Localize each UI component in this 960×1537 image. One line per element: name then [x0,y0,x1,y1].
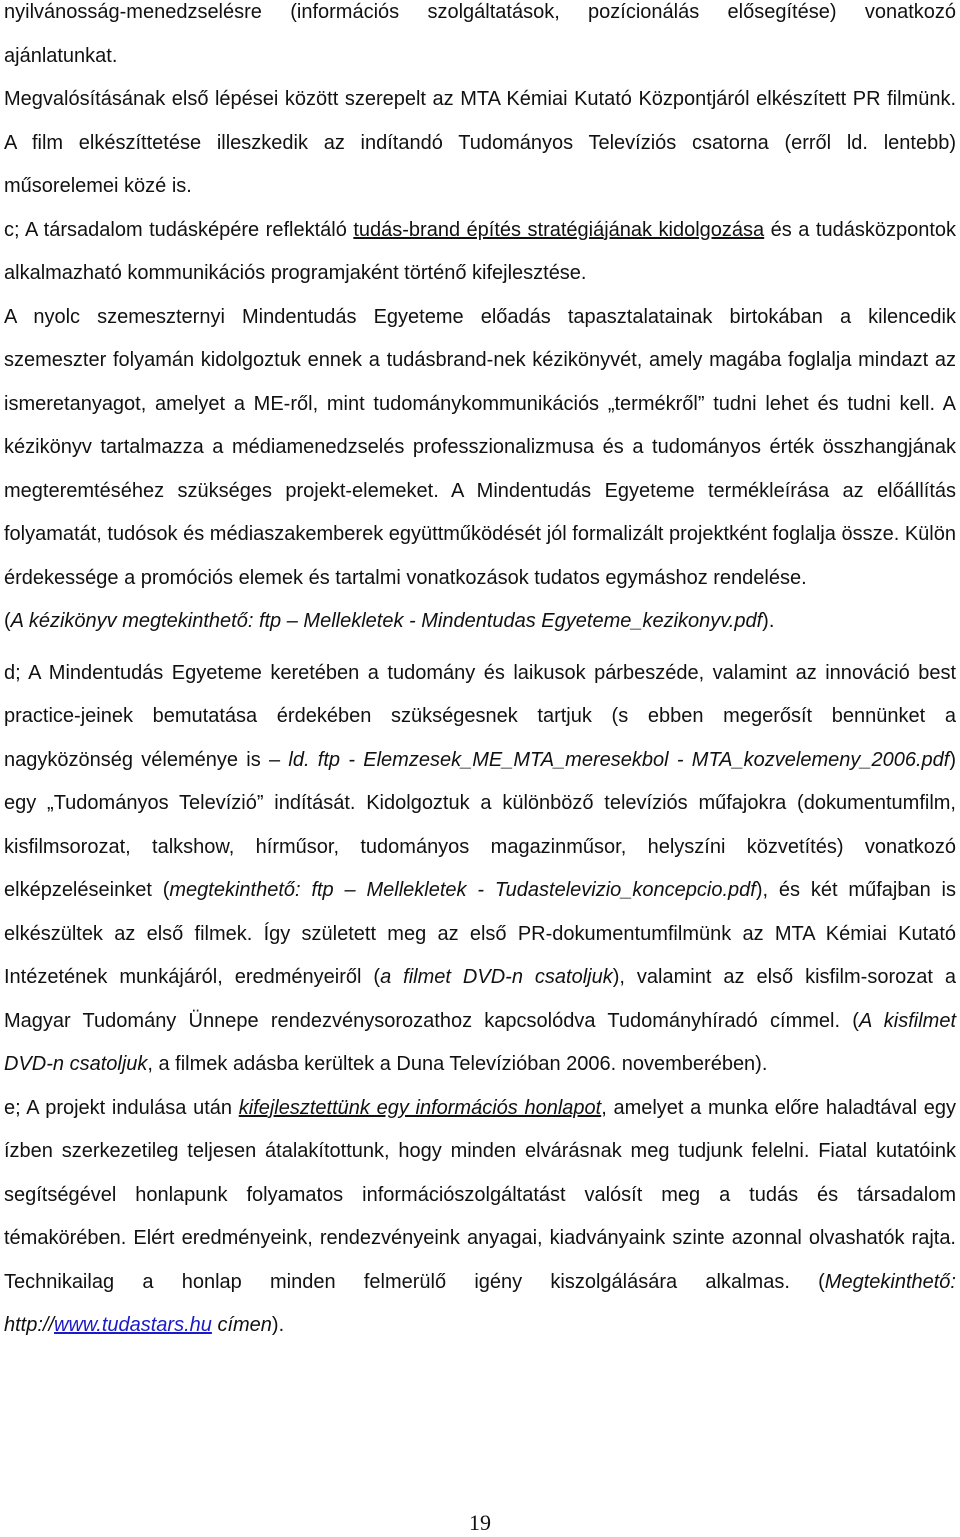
document-page [4,0,956,1348]
paragraph-kezikonyv-reference [4,600,956,644]
paragraph-e-honlap [4,1087,956,1348]
paragraph-d-tudomanyos-televizio [4,652,956,1087]
paragraph-text: nyilvánosság-menedzselésre (információs szolgáltatások, pozícionálás elősegítése) vonatkozó ajánlatunkat. [4,1,956,67]
paragraph-text: Megvalósításának első lépései között szerepelt az MTA Kémiai Kutató Központjáról elkészített PR filmünk. A film elkészíttetése illeszkedik az indítandó Tudományos Televíziós csatorna (erről ld. lentebb) műsorelemei közé is. [4,88,956,197]
paragraph-text: , a filmek adásba kerültek a Duna Televízióban 2006. novemberében). [147,1053,768,1075]
paragraph-text: ) egy „Tudományos Televízió” indítását. Kidolgoztuk a különböző televíziós műfajokra (dokumentumfilm, kisfilmsorozat, talkshow, hírműsor, tudományos magazinműsor, helyszíni közvetítés) vonatkozó elképzeléseinket ( [4,748,957,901]
underlined-phrase: kifejlesztettünk egy információs honlapot [238,1096,602,1119]
italic-reference: Megtekinthető: http:// [4,1270,956,1336]
paragraph-c-tudas-brand [4,209,956,296]
paragraph-text: c; A társadalom tudásképére reflektáló [4,218,354,241]
paragraph-text: e; A projekt indulása után [4,1096,239,1119]
website-link[interactable]: www.tudastars.hu [54,1314,212,1336]
paragraph-text: , amelyet a munka előre haladtával egy ízben szerkezetileg teljesen átalakítottunk, hogy minden elvárásnak meg tudjunk felelni. Fiatal kutatóink segítségével honlapunk folyamatos információszolgáltatást valósít meg a tudás és társadalom témakörében. Elért eredményeink, rendezvényeink anyagai, kiadványaink szinte azonnal olvashatók rajta. Technikailag a honlap minden felmerülő igény kiszolgálására alkalmas. ( [4,1096,956,1293]
italic-reference: a filmet DVD-n csatoljuk [380,966,613,988]
underlined-phrase: tudás-brand építés stratégiájának kidolgozása [353,218,765,241]
quoted-term: „termékről” [607,392,705,415]
paragraph-text: ), valamint az első kisfilm-sorozat a Magyar Tudomány Ünnepe rendezvénysorozathoz kapcsolódva Tudományhíradó címmel. ( [4,966,956,1032]
paragraph-pr-film [4,78,956,209]
italic-reference: címen [211,1314,272,1336]
paragraph-text: tudni lehet és tudni kell. A kézikönyv tartalmazza a médiamenedzselés professzionalizmusa és a tudományos érték összhangjának megteremtéséhez szükséges projekt-elemeket. A Mindentudás Egyeteme termékleírása az előállítás folyamatát, tudósok és médiaszakemberek együttműködését jól formalizált projektként foglalja össze. Külön érdekessége a promóciós elemek és tartalmi vonatkozások tudatos egymáshoz rendelése. [4,392,956,589]
paren-open: ( [4,610,11,632]
paragraph-nyilvanossag [4,0,956,78]
paren-close: ). [762,610,775,632]
paragraph-text: ), és két műfajban is elkészültek az első filmek. Így született meg az első PR-dokumentumfilmünk az MTA Kémiai Kutató Intézetének munkájáról, eredményeiről ( [4,879,956,988]
paragraph-text: és a tudásközpontok alkalmazható kommunikációs programjaként történő kifejlesztése. [4,218,957,284]
paragraph-text: A nyolc szemeszternyi Mindentudás Egyeteme előadás tapasztalatainak birtokában a kilencedik szemeszter folyamán kidolgoztuk ennek a tudásbrand-nek kézikönyvét, amely magába foglalja mindazt az ismeretanyagot, amelyet a ME-ről, mint tudománykommunikációs [4,305,956,415]
paragraph-text: ). [271,1314,285,1336]
italic-reference: ld. ftp - Elemzesek_ME_MTA_meresekbol - MTA_kozvelemeny_2006.pdf [288,748,950,771]
paragraph-mindentudas-kezikonyv [4,296,956,601]
page-number: 19 [469,1510,491,1535]
italic-reference: A kézikönyv megtekinthető: ftp – Mellekletek - Mindentudas Egyeteme_kezikonyv.pdf [10,610,763,632]
italic-reference: A kisfilmet DVD-n csatoljuk [4,1009,956,1075]
italic-reference: megtekinthető: ftp – Mellekletek - Tudastelevizio_koncepcio.pdf [169,879,756,901]
paragraph-text: d; A Mindentudás Egyeteme keretében a tudomány és laikusok párbeszéde, valamint az innováció best practice-jeinek bemutatása érdekében szükségesnek tartjuk (s ebben megerősít bennünket a nagyközönség véleménye is – [4,661,956,771]
